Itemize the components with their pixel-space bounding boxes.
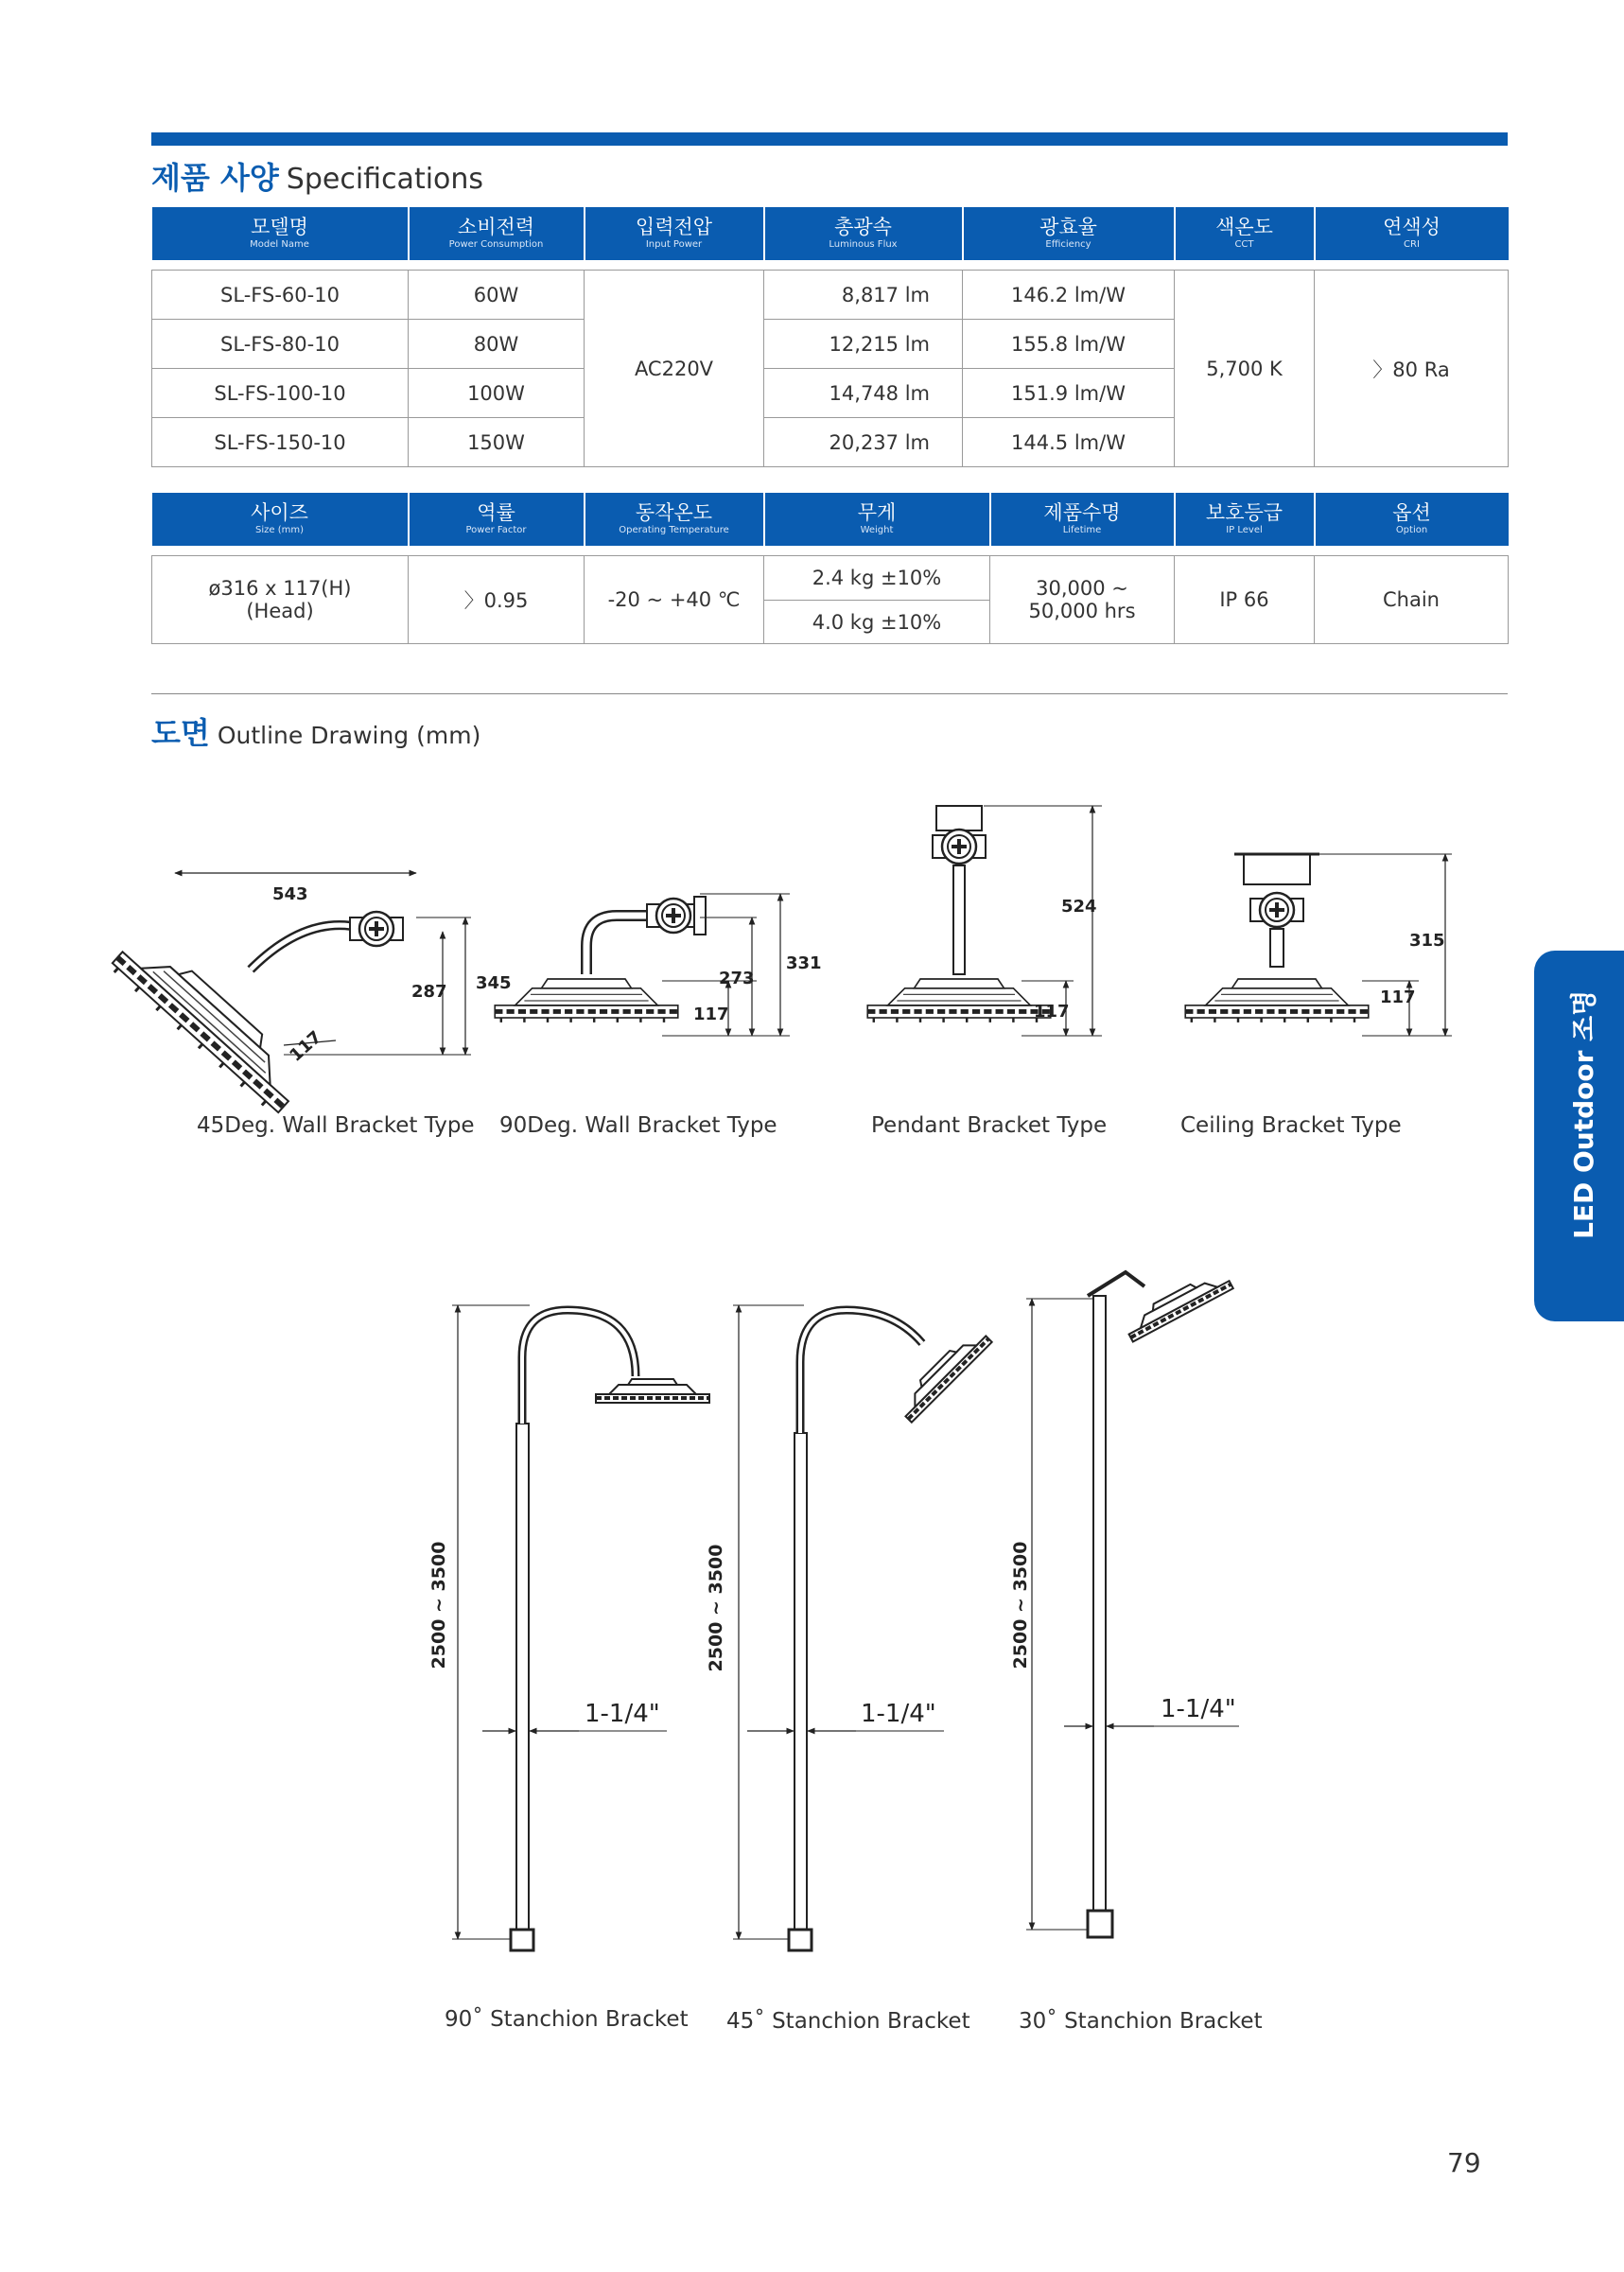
table1-header-cct: 색온도 CCT [1175, 207, 1315, 260]
efficiency-cell: 151.9 lm/W [963, 369, 1175, 418]
flux-cell: 20,237 lm [764, 418, 963, 467]
drawing-45deg-stanchion [733, 1305, 992, 1950]
weight-cell: 4.0 kg ±10% [764, 601, 990, 644]
table2-header-option: 옵션 Option [1315, 493, 1509, 546]
specs-title-ko: 제품 사양 [151, 160, 279, 196]
stanchion-30-height: 2500 ~ 3500 [1010, 1541, 1031, 1669]
specs-title-en: Specifications [286, 163, 484, 196]
flux-cell: 12,215 lm [764, 320, 963, 369]
power-cell: 60W [409, 271, 585, 320]
efficiency-cell: 155.8 lm/W [963, 320, 1175, 369]
table1-header-power: 소비전력 Power Consumption [409, 207, 585, 260]
caption-30deg-stanchion: 30˚ Stanchion Bracket [1019, 2009, 1263, 2034]
model-cell: SL-FS-100-10 [152, 369, 409, 418]
dim-117-b: 117 [693, 1005, 729, 1024]
caption-45deg-wall: 45Deg. Wall Bracket Type [197, 1113, 475, 1138]
dim-331: 331 [786, 953, 822, 973]
caption-90deg-stanchion: 90˚ Stanchion Bracket [445, 2007, 689, 2032]
caption-45deg-stanchion: 45˚ Stanchion Bracket [726, 2009, 970, 2034]
power-cell: 150W [409, 418, 585, 467]
drawing-title-ko: 도면 [151, 715, 210, 751]
table1-header-input: 입력전압 Input Power [585, 207, 764, 260]
ip-level-cell: IP 66 [1175, 556, 1315, 644]
dim-117-c: 117 [1034, 1002, 1070, 1022]
flux-cell: 8,817 lm [764, 271, 963, 320]
option-cell: Chain [1315, 556, 1509, 644]
weight-cell: 2.4 kg ±10% [764, 556, 990, 601]
caption-90deg-wall: 90Deg. Wall Bracket Type [499, 1113, 777, 1138]
page-number: 79 [1447, 2147, 1481, 2178]
table2-header-lifetime: 제품수명 Lifetime [990, 493, 1175, 546]
stanchion-45-pipe: 1-1/4" [861, 1700, 936, 1728]
stanchion-30-pipe: 1-1/4" [1161, 1695, 1236, 1723]
power-cell: 100W [409, 369, 585, 418]
stanchion-45-height: 2500 ~ 3500 [706, 1544, 726, 1672]
caption-ceiling: Ceiling Bracket Type [1180, 1113, 1402, 1138]
drawing-30deg-stanchion [1026, 1267, 1239, 1937]
power-cell: 80W [409, 320, 585, 369]
stanchion-90-pipe: 1-1/4" [585, 1700, 660, 1728]
table1-header-model: 모델명 Model Name [152, 207, 409, 260]
table2-header-weight: 무게 Weight [764, 493, 990, 546]
input-power-cell: AC220V [585, 271, 764, 467]
dim-117-d: 117 [1380, 987, 1416, 1007]
table2-header-power-factor: 역률 Power Factor [409, 493, 585, 546]
dim-117: 117 [286, 1026, 326, 1066]
lifetime-cell: 30,000 ~ 50,000 hrs [990, 556, 1175, 644]
model-cell: SL-FS-150-10 [152, 418, 409, 467]
power-factor-cell: 〉0.95 [409, 556, 585, 644]
cri-cell: 〉80 Ra [1315, 271, 1509, 467]
cct-cell: 5,700 K [1175, 271, 1315, 467]
table1-header-cri: 연색성 CRI [1315, 207, 1509, 260]
efficiency-cell: 146.2 lm/W [963, 271, 1175, 320]
temperature-cell: -20 ~ +40 ℃ [585, 556, 764, 644]
dim-273: 273 [719, 969, 755, 988]
dim-287: 287 [411, 982, 447, 1002]
drawing-title-en: Outline Drawing (mm) [217, 722, 481, 749]
dim-524: 524 [1061, 897, 1097, 917]
table1-header-efficiency: 광효율 Efficiency [963, 207, 1175, 260]
dim-315: 315 [1409, 931, 1445, 951]
caption-pendant: Pendant Bracket Type [871, 1113, 1108, 1138]
size-cell: ø316 x 117(H) (Head) [152, 556, 409, 644]
drawing-90deg-stanchion [452, 1305, 709, 1950]
table2-header-ip: 보호등급 IP Level [1175, 493, 1315, 546]
stanchion-90-height: 2500 ~ 3500 [428, 1541, 449, 1669]
dim-543: 543 [272, 884, 308, 904]
efficiency-cell: 144.5 lm/W [963, 418, 1175, 467]
model-cell: SL-FS-80-10 [152, 320, 409, 369]
table1-header-flux: 총광속 Luminous Flux [764, 207, 963, 260]
table2-header-temperature: 동작온도 Operating Temperature [585, 493, 764, 546]
drawing-90deg-wall-bracket [495, 894, 790, 1036]
dim-345: 345 [476, 973, 512, 993]
table2-header-size: 사이즈 Size (mm) [152, 493, 409, 546]
flux-cell: 14,748 lm [764, 369, 963, 418]
model-cell: SL-FS-60-10 [152, 271, 409, 320]
category-side-tab-label: LED Outdoor 조명 [1568, 989, 1599, 1239]
